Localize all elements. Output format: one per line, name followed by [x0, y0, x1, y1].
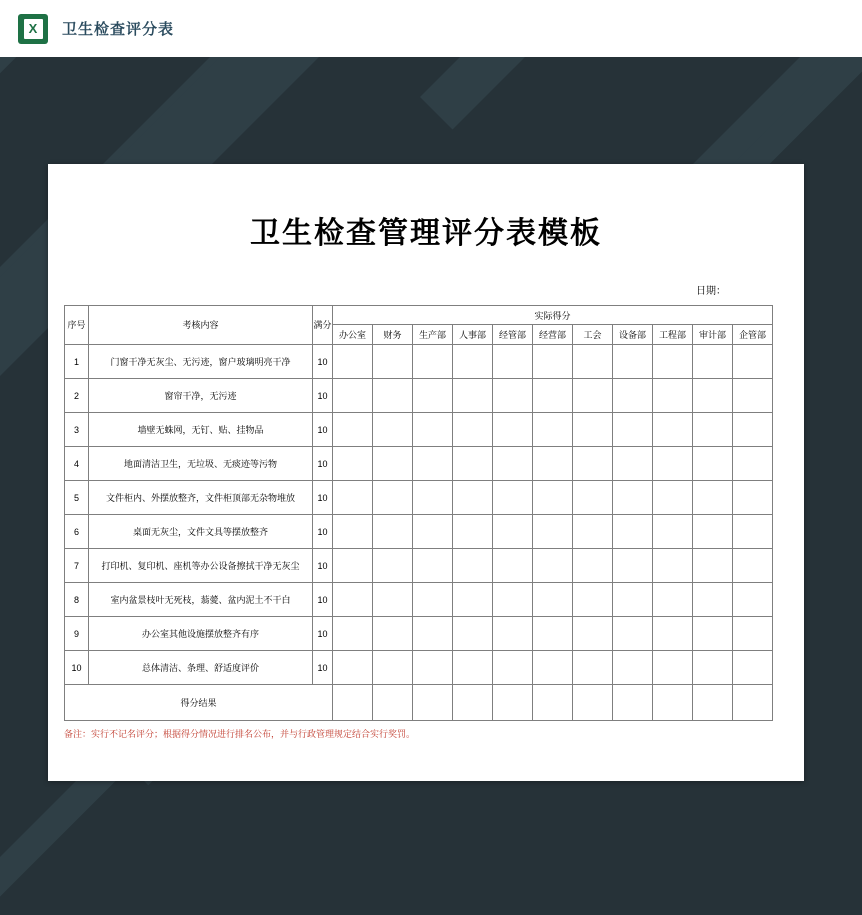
- header-seq: 序号: [65, 306, 89, 345]
- cell-score[interactable]: [693, 413, 733, 447]
- cell-score[interactable]: [373, 413, 413, 447]
- cell-score[interactable]: [413, 481, 453, 515]
- page-title: 卫生检查评分表: [62, 21, 175, 38]
- cell-score[interactable]: [453, 651, 493, 685]
- cell-score[interactable]: [493, 345, 533, 379]
- cell-score[interactable]: [533, 617, 573, 651]
- cell-score[interactable]: [453, 549, 493, 583]
- cell-score[interactable]: [613, 345, 653, 379]
- header-dept-7: 设备部: [613, 325, 653, 345]
- document-title: 卫生检查管理评分表模板: [250, 217, 602, 250]
- cell-score[interactable]: [413, 515, 453, 549]
- cell-score[interactable]: [533, 515, 573, 549]
- cell-full: 10: [313, 413, 333, 447]
- cell-score[interactable]: [613, 413, 653, 447]
- cell-result[interactable]: [733, 685, 773, 721]
- cell-score[interactable]: [693, 345, 733, 379]
- cell-score[interactable]: [573, 549, 613, 583]
- cell-score[interactable]: [333, 549, 373, 583]
- cell-seq: 10: [65, 651, 89, 685]
- cell-full: 10: [313, 481, 333, 515]
- cell-score[interactable]: [453, 515, 493, 549]
- cell-score[interactable]: [733, 379, 773, 413]
- excel-icon: [18, 14, 48, 44]
- cell-score[interactable]: [533, 447, 573, 481]
- cell-score[interactable]: [533, 651, 573, 685]
- cell-score[interactable]: [693, 549, 733, 583]
- cell-score[interactable]: [653, 379, 693, 413]
- cell-score[interactable]: [533, 549, 573, 583]
- table-head: [65, 306, 773, 345]
- cell-score[interactable]: [373, 447, 413, 481]
- cell-score[interactable]: [733, 583, 773, 617]
- cell-score[interactable]: [373, 617, 413, 651]
- cell-score[interactable]: [413, 549, 453, 583]
- cell-score[interactable]: [693, 651, 733, 685]
- cell-score[interactable]: [493, 413, 533, 447]
- cell-score[interactable]: [573, 583, 613, 617]
- cell-score[interactable]: [373, 481, 413, 515]
- cell-content: 总体清洁、条理、舒适度评价: [89, 651, 313, 685]
- cell-score[interactable]: [333, 345, 373, 379]
- header-dept-3: 人事部: [453, 325, 493, 345]
- cell-score[interactable]: [573, 379, 613, 413]
- cell-score[interactable]: [413, 617, 453, 651]
- cell-score[interactable]: [693, 379, 733, 413]
- cell-content: 门窗干净无灰尘、无污迹，窗户玻璃明亮干净: [89, 345, 313, 379]
- cell-seq: 3: [65, 413, 89, 447]
- table-row: [65, 481, 773, 515]
- cell-score[interactable]: [573, 447, 613, 481]
- result-label: 得分结果: [65, 685, 333, 721]
- document-preview: [48, 164, 804, 781]
- cell-score[interactable]: [333, 651, 373, 685]
- table-row: [65, 651, 773, 685]
- header-dept-2: 生产部: [413, 325, 453, 345]
- cell-score[interactable]: [413, 345, 453, 379]
- cell-seq: 2: [65, 379, 89, 413]
- cell-content: 室内盆景枝叶无死枝，蓊薆、盆内泥土不干白: [89, 583, 313, 617]
- cell-seq: 7: [65, 549, 89, 583]
- cell-result[interactable]: [693, 685, 733, 721]
- header-dept-0: 办公室: [333, 325, 373, 345]
- cell-score[interactable]: [653, 413, 693, 447]
- cell-result[interactable]: [333, 685, 373, 721]
- header-dept-1: 财务: [373, 325, 413, 345]
- cell-content: 地面清洁卫生，无垃圾、无痰迹等污物: [89, 447, 313, 481]
- cell-score[interactable]: [333, 617, 373, 651]
- cell-score[interactable]: [413, 447, 453, 481]
- header-full-score: 满分: [313, 306, 333, 345]
- cell-score[interactable]: [493, 651, 533, 685]
- cell-seq: 6: [65, 515, 89, 549]
- table-row: [65, 379, 773, 413]
- cell-score[interactable]: [733, 447, 773, 481]
- table-row: [65, 583, 773, 617]
- cell-full: 10: [313, 379, 333, 413]
- cell-score[interactable]: [653, 447, 693, 481]
- cell-content: 窗帘干净，无污迹: [89, 379, 313, 413]
- cell-score[interactable]: [453, 345, 493, 379]
- cell-score[interactable]: [493, 447, 533, 481]
- cell-score[interactable]: [493, 515, 533, 549]
- cell-score[interactable]: [573, 515, 613, 549]
- cell-content: 桌面无灰尘，文件文具等摆放整齐: [89, 515, 313, 549]
- cell-score[interactable]: [333, 481, 373, 515]
- cell-score[interactable]: [613, 583, 653, 617]
- cell-score[interactable]: [493, 583, 533, 617]
- cell-score[interactable]: [613, 515, 653, 549]
- header-dept-8: 工程部: [653, 325, 693, 345]
- cell-score[interactable]: [733, 549, 773, 583]
- cell-score[interactable]: [373, 651, 413, 685]
- cell-score[interactable]: [453, 413, 493, 447]
- date-label: 日期：: [696, 286, 726, 297]
- table-row: [65, 617, 773, 651]
- cell-score[interactable]: [573, 651, 613, 685]
- cell-score[interactable]: [573, 481, 613, 515]
- cell-score[interactable]: [653, 345, 693, 379]
- cell-score[interactable]: [453, 447, 493, 481]
- table-row: [65, 549, 773, 583]
- cell-score[interactable]: [613, 481, 653, 515]
- cell-score[interactable]: [373, 583, 413, 617]
- cell-result[interactable]: [413, 685, 453, 721]
- cell-content: 文件柜内、外摆放整齐，文件柜顶部无杂物堆放: [89, 481, 313, 515]
- cell-score[interactable]: [733, 345, 773, 379]
- cell-score[interactable]: [733, 413, 773, 447]
- cell-score[interactable]: [613, 379, 653, 413]
- cell-score[interactable]: [733, 651, 773, 685]
- cell-score[interactable]: [733, 481, 773, 515]
- score-table: [64, 305, 773, 721]
- excel-icon-glyph: [24, 19, 43, 39]
- cell-score[interactable]: [533, 583, 573, 617]
- cell-result[interactable]: [373, 685, 413, 721]
- cell-seq: 9: [65, 617, 89, 651]
- cell-content: 打印机、复印机、座机等办公设备擦拭干净无灰尘: [89, 549, 313, 583]
- cell-score[interactable]: [453, 481, 493, 515]
- cell-result[interactable]: [653, 685, 693, 721]
- cell-score[interactable]: [413, 379, 453, 413]
- cell-score[interactable]: [613, 617, 653, 651]
- app-titlebar: [0, 0, 862, 57]
- cell-score[interactable]: [533, 379, 573, 413]
- cell-score[interactable]: [653, 651, 693, 685]
- cell-content: 墙壁无蛛网，无钉、贴、挂物品: [89, 413, 313, 447]
- cell-score[interactable]: [613, 447, 653, 481]
- cell-score[interactable]: [373, 515, 413, 549]
- cell-score[interactable]: [693, 515, 733, 549]
- cell-score[interactable]: [373, 379, 413, 413]
- document-body: [64, 180, 788, 740]
- cell-score[interactable]: [413, 651, 453, 685]
- table-result-row: [65, 685, 773, 721]
- cell-score[interactable]: [493, 549, 533, 583]
- cell-seq: 4: [65, 447, 89, 481]
- cell-score[interactable]: [533, 413, 573, 447]
- cell-result[interactable]: [453, 685, 493, 721]
- cell-full: 10: [313, 345, 333, 379]
- cell-score[interactable]: [613, 549, 653, 583]
- cell-score[interactable]: [693, 583, 733, 617]
- header-dept-9: 审计部: [693, 325, 733, 345]
- cell-score[interactable]: [413, 413, 453, 447]
- cell-score[interactable]: [693, 447, 733, 481]
- cell-score[interactable]: [573, 413, 613, 447]
- cell-score[interactable]: [453, 617, 493, 651]
- cell-full: 10: [313, 447, 333, 481]
- cell-content: 办公室其他设施摆放整齐有序: [89, 617, 313, 651]
- cell-score[interactable]: [733, 617, 773, 651]
- cell-score[interactable]: [493, 481, 533, 515]
- table-header-row-1: [65, 306, 773, 325]
- cell-result[interactable]: [573, 685, 613, 721]
- cell-full: 10: [313, 651, 333, 685]
- cell-score[interactable]: [373, 345, 413, 379]
- cell-score[interactable]: [573, 345, 613, 379]
- table-row: [65, 515, 773, 549]
- header-dept-4: 经管部: [493, 325, 533, 345]
- cell-full: 10: [313, 617, 333, 651]
- cell-score[interactable]: [453, 379, 493, 413]
- cell-score[interactable]: [653, 617, 693, 651]
- cell-seq: 8: [65, 583, 89, 617]
- cell-full: 10: [313, 583, 333, 617]
- table-row: [65, 413, 773, 447]
- cell-score[interactable]: [333, 379, 373, 413]
- cell-result[interactable]: [613, 685, 653, 721]
- cell-score[interactable]: [493, 379, 533, 413]
- cell-score[interactable]: [453, 583, 493, 617]
- header-dept-5: 经营部: [533, 325, 573, 345]
- header-dept-10: 企管部: [733, 325, 773, 345]
- cell-score[interactable]: [653, 515, 693, 549]
- cell-score[interactable]: [333, 583, 373, 617]
- table-row: [65, 345, 773, 379]
- cell-score[interactable]: [493, 617, 533, 651]
- cell-score[interactable]: [333, 515, 373, 549]
- cell-score[interactable]: [333, 447, 373, 481]
- cell-result[interactable]: [493, 685, 533, 721]
- cell-result[interactable]: [533, 685, 573, 721]
- remark-note: 备注：实行不记名评分；根据得分情况进行排名公布，并与行政管理规定结合实行奖罚。: [64, 729, 416, 739]
- cell-score[interactable]: [613, 651, 653, 685]
- table-body: [65, 345, 773, 721]
- cell-score[interactable]: [373, 549, 413, 583]
- cell-score[interactable]: [733, 515, 773, 549]
- cell-score[interactable]: [413, 583, 453, 617]
- cell-seq: 1: [65, 345, 89, 379]
- cell-full: 10: [313, 515, 333, 549]
- cell-seq: 5: [65, 481, 89, 515]
- header-actual-score: 实际得分: [333, 306, 773, 325]
- cell-score[interactable]: [333, 413, 373, 447]
- cell-score[interactable]: [653, 481, 693, 515]
- cell-score[interactable]: [653, 583, 693, 617]
- cell-score[interactable]: [573, 617, 613, 651]
- cell-score[interactable]: [693, 481, 733, 515]
- background-panel: [0, 57, 862, 915]
- header-dept-6: 工会: [573, 325, 613, 345]
- cell-full: 10: [313, 549, 333, 583]
- cell-score[interactable]: [693, 617, 733, 651]
- cell-score[interactable]: [653, 549, 693, 583]
- table-row: [65, 447, 773, 481]
- cell-score[interactable]: [533, 345, 573, 379]
- cell-score[interactable]: [533, 481, 573, 515]
- header-content: 考核内容: [89, 306, 313, 345]
